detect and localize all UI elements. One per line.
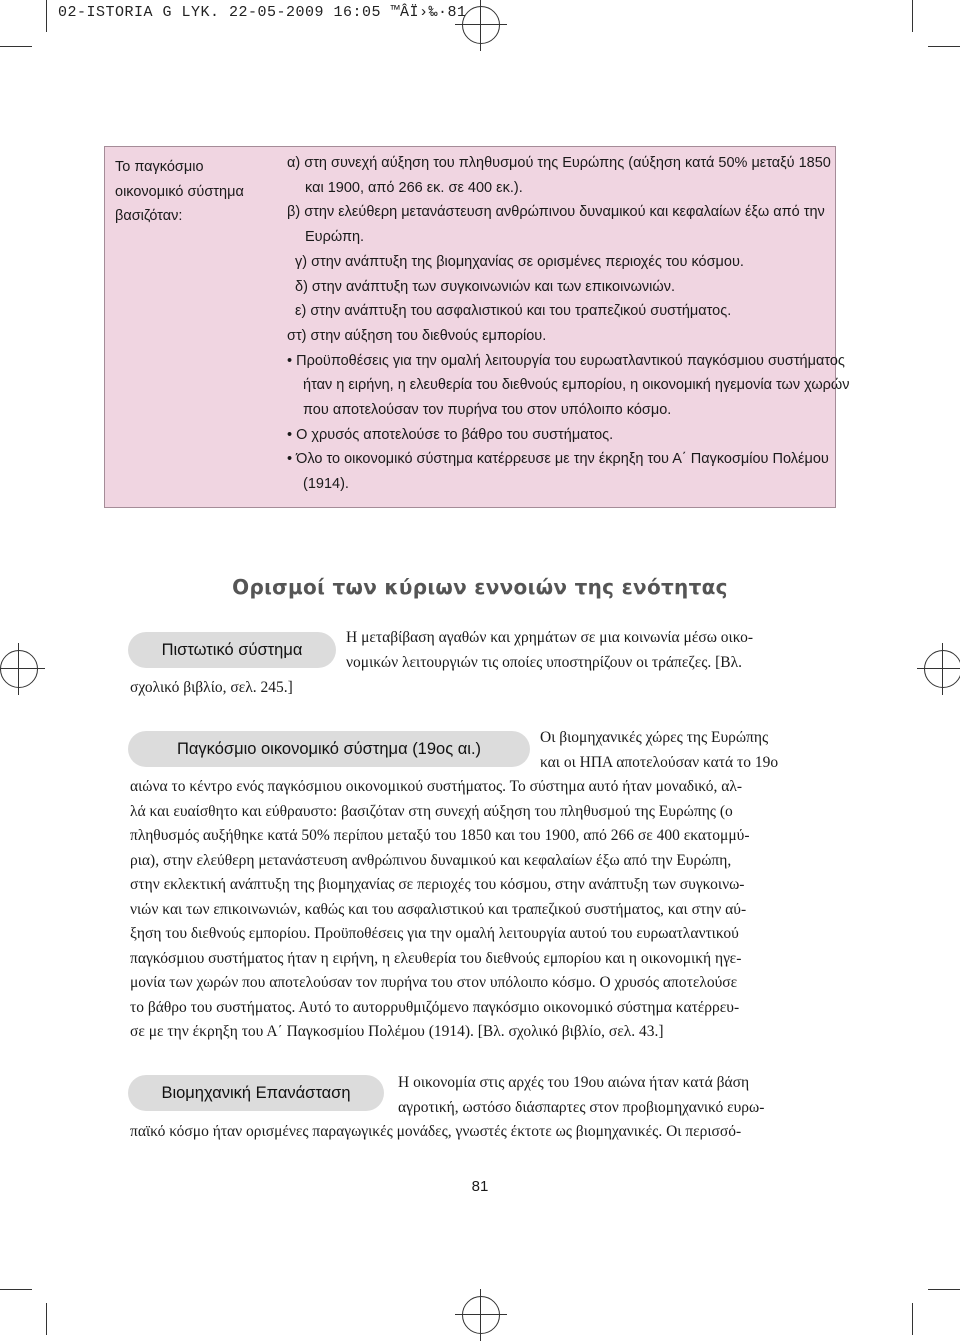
definition-line: παγκόσμιου συστήματος ήταν η ειρήνη, η ελευθερία του διεθνούς εμπορίου και η οικονομική ηγε- [130,949,742,967]
definition-line: σχολικό βιβλίο, σελ. 245.] [130,679,293,696]
definition-line: λά και ευαίσθητο και εύθραυστο: βασιζόταν στη συνεχή αύξηση του πληθυσμού της Ευρώπης (ο [130,802,733,820]
term-label: Βιομηχανική Επανάσταση [161,1083,351,1102]
registration-mark-bottom [462,1296,500,1334]
summary-line: α) στη συνεχή αύξηση του πληθυσμού της Ευρώπης (αύξηση κατά 50% μεταξύ 1850 [287,155,831,171]
crop-mark [928,1289,960,1290]
term-pill-credit-system [128,632,336,668]
definition-line: σε με την έκρηξη του Α΄ Παγκοσμίου Πολέμου (1914). [Βλ. σχολικό βιβλίο, σελ. 43.] [130,1023,664,1040]
summary-label-line: βασιζόταν: [115,208,183,224]
print-slug-header: 02-ISTORIA G LYK. 22-05-2009 16:05 ™ÂÏ›‰·81 [58,4,467,21]
term-pill-world-economic-system [128,731,530,767]
definition-line: και οι ΗΠΑ αποτελούσαν κατά το 19ο [540,753,779,771]
term-definition-side [398,1071,818,1120]
crop-mark [0,1289,32,1290]
term-definition-full [130,1120,820,1145]
term-definition-side [346,626,816,675]
summary-line: και 1900, από 266 εκ. σε 400 εκ.). [305,179,523,196]
registration-mark-top [462,6,500,44]
definition-line: Οι βιομηχανικές χώρες της Ευρώπης [540,729,769,746]
definition-line: αγροτική, ωστόσο διάσπαρτες στον προβιομηχανικό ευρω- [398,1098,765,1116]
summary-line: που αποτελούσαν τον πυρήνα του στον υπόλοιπο κόσμο. [303,402,672,419]
term-pill-industrial-revolution [128,1075,384,1111]
definition-line: νομικών λειτουργιών τις οποίες υποστηρίζουν οι τράπεζες. [Βλ. [346,653,743,671]
term-label: Παγκόσμιο οικονομικό σύστημα (19ος αι.) [176,739,482,758]
definition-line: ξηση του διεθνούς εμπορίου. Προϋποθέσεις για την ομαλή λειτουργία αυτού του ευρωατλαντικού [130,925,739,942]
crop-mark [912,0,913,32]
summary-bullet-line: • Προϋποθέσεις για την ομαλή λειτουργία του ευρωατλαντικού παγκόσμιου συστήματος [287,352,845,369]
definition-line: μονία των χωρών που αποτελούσαν τον πυρήνα του στον υπόλοιπο κόσμο. Ο χρυσός αποτελούσε [130,974,738,991]
definition-line: στην εκλεκτική ανάπτυξη της βιομηχανίας σε περιοχές του κόσμου, στην ανάπτυξη των συγκοινω- [130,876,745,893]
definition-line: αιώνα το κέντρο ενός παγκόσμιου οικονομικού συστήματος. Το σύστημα αυτό ήταν μοναδικό, αλ- [130,778,743,795]
summary-box [104,146,850,508]
summary-line: Ευρώπη. [305,229,365,246]
crop-mark [46,1303,47,1335]
summary-line: β) στην ελεύθερη μετανάστευση ανθρώπινου δυναμικού και κεφαλαίων έξω από την [287,204,825,221]
definition-line: πληθυσμός αυξήθηκε κατά 50% περίπου μεταξύ του 1850 και του 1900, από 266 σε 400 εκατομμύ- [130,827,750,844]
registration-mark-right [924,650,960,688]
term-definition-full [130,676,820,701]
crop-mark [928,46,960,47]
summary-content [287,151,850,497]
definition-line: Η οικονομία στις αρχές του 19ου αιώνα ήταν κατά βάση [398,1074,750,1091]
term-label: Πιστωτικό σύστημα [161,640,303,659]
summary-label-line: Το παγκόσμιο [115,159,204,175]
summary-line: δ) στην ανάπτυξη των συγκοινωνιών και των επικοινωνιών. [295,278,675,295]
page-number: 81 [471,1178,489,1195]
definitions-heading: Ορισμοί των κύριων εννοιών της ενότητας [232,575,728,599]
crop-mark [0,46,32,47]
summary-bullet-line: • Ο χρυσός αποτελούσε το βάθρο του συστήματος. [287,426,614,443]
definition-line: το βάθρο του συστήματος. Αυτό το αυτορρυθμιζόμενο παγκόσμιο οικονομικό σύστημα κατέρρευ- [130,998,740,1016]
summary-line: (1914). [303,476,349,493]
summary-label [115,155,275,229]
crop-mark [46,0,47,32]
definition-line: Η μεταβίβαση αγαθών και χρημάτων σε μια κοινωνία μέσω οικο- [346,629,754,646]
summary-line: στ) στην αύξηση του διεθνούς εμπορίου. [287,327,547,344]
definition-line: νιών και των επικοινωνιών, καθώς και του ασφαλιστικού και τραπεζικού συστήματος, και στην αύ- [130,900,747,918]
definition-line: παϊκό κόσμο ήταν ορισμένες παραγωγικές μονάδες, γνωστές έκτοτε ως βιομηχανικές. Οι περισσό- [130,1123,742,1140]
summary-bullet-line: • Όλο το οικονομικό σύστημα κατέρρευσε με την έκρηξη του Α΄ Παγκοσμίου Πολέμου [287,451,829,468]
summary-line: ε) στην ανάπτυξη του ασφαλιστικού και του τραπεζικού συστήματος. [295,303,732,320]
summary-label-line: οικονομικό σύστημα [115,183,244,200]
definition-line: ρια), στην ελεύθερη μετανάστευση ανθρώπινου δυναμικού και κεφαλαίων έξω από την Ευρώπη, [130,851,732,869]
summary-line: γ) στην ανάπτυξη της βιομηχανίας σε ορισμένες περιοχές του κόσμου. [295,253,744,270]
term-definition-full [130,775,820,1045]
registration-mark-left [0,650,38,688]
summary-line: ήταν η ειρήνη, η ελευθερία του διεθνούς εμπορίου, η οικονομική ηγεμονία των χωρών [303,377,850,394]
term-definition-side [540,726,820,775]
crop-mark [912,1303,913,1335]
